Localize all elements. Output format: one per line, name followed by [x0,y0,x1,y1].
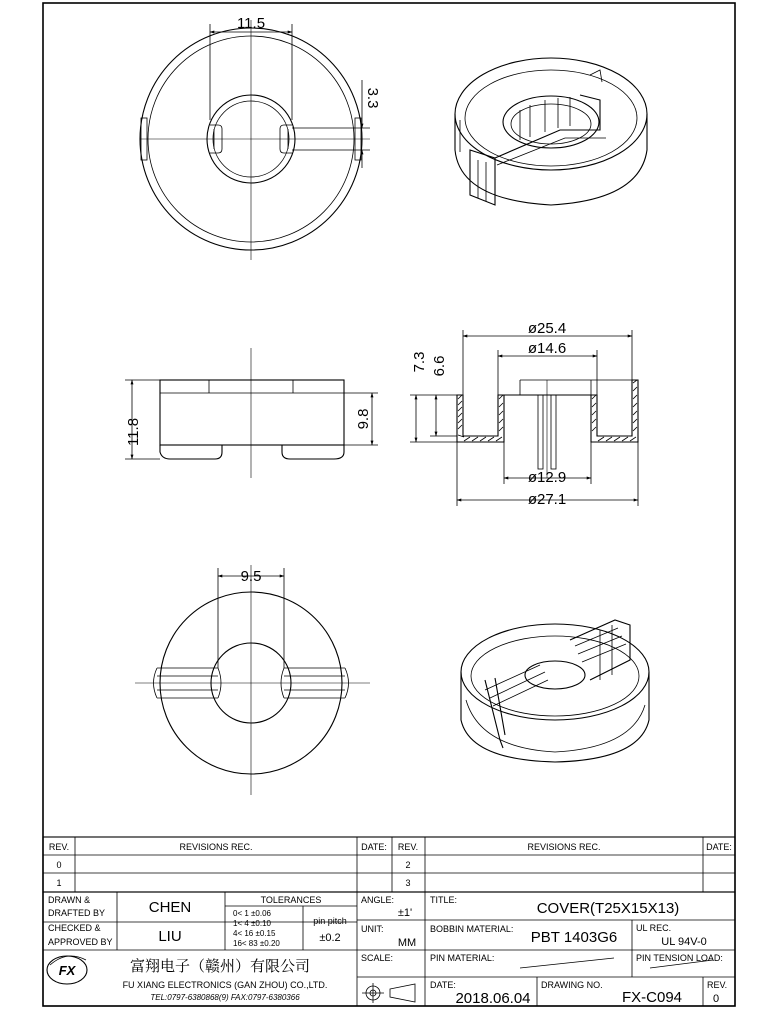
drawn-by-value: CHEN [148,899,192,916]
drawing-no-label: DRAWING NO. [541,980,603,990]
rev-label: REV. [707,980,728,990]
dim-section-outer-bottom: ø27.1 [527,491,567,508]
drawn-label-2: DRAFTED BY [48,908,106,918]
bobbin-material-label: BOBBIN MATERIAL: [430,924,514,934]
rev-row-0: 0 [56,860,62,870]
title-label: TITLE: [430,895,458,905]
drawing-no-value: FX-C094 [621,989,683,1006]
tol-row-1: 1< 4 ±0.10 [233,919,271,928]
tolerances-header: TOLERANCES [260,895,322,905]
checked-label-1: CHECKED & [48,923,101,933]
tol-row-2: 4< 16 ±0.15 [233,929,276,938]
bobbin-material-value: PBT 1403G6 [530,929,618,946]
company-name-cn: 富翔电子（赣州）有限公司 [129,958,311,975]
rev-value: 0 [712,993,720,1005]
rev-row-3: 3 [405,878,411,888]
drawn-label-1: DRAWN & [48,895,91,905]
rev-row-1: 1 [56,878,62,888]
unit-value: MM [397,937,417,949]
section-view [410,320,638,508]
dim-side-height: 11.8 [125,417,142,447]
dim-bottom-inner-width: 9.5 [240,568,262,585]
ul-rec-value: UL 94V-0 [661,936,707,948]
dim-section-height-total: 7.3 [411,351,428,373]
pin-pitch-label: pin pitch [313,916,347,926]
dim-section-height-inner: 6.6 [431,355,448,377]
angle-label: ANGLE: [361,895,395,905]
projection-symbol-icon [362,983,415,1003]
logo-text: FX [58,963,76,978]
dim-top-inner-width: 11.5 [236,15,266,32]
ul-rec-label: UL REC. [636,923,672,933]
date-header-left: DATE: [361,842,387,852]
date-header-right: DATE: [706,842,732,852]
side-view [125,348,378,478]
rev-header-right: REV. [397,842,419,852]
dim-top-slot-width: 3.3 [364,87,381,109]
iso-view-top [455,58,647,205]
date-label: DATE: [430,980,456,990]
revisions-header-right: REVISIONS REC. [527,842,601,852]
rev-header-left: REV. [48,842,70,852]
company-tel-fax: TEL:0797-6380868(9) FAX:0797-6380366 [150,993,300,1002]
top-view [140,15,381,260]
pin-pitch-value: ±0.2 [319,932,341,944]
checked-by-value: LIU [158,928,182,945]
rev-row-2: 2 [405,860,411,870]
dim-side-body-height: 9.8 [355,408,372,430]
iso-view-bottom [461,620,649,762]
dim-section-inner-top: ø14.6 [527,340,567,357]
checked-label-2: APPROVED BY [48,937,113,947]
title-value: COVER(T25X15X13) [536,900,680,917]
tol-row-3: 16< 83 ±0.20 [233,939,280,948]
unit-label: UNIT: [361,924,384,934]
revisions-header-left: REVISIONS REC. [179,842,253,852]
dim-section-inner-bottom: ø12.9 [527,469,567,486]
dim-section-outer-top: ø25.4 [527,320,567,337]
angle-value: ±1' [397,907,413,919]
scale-label: SCALE: [361,953,394,963]
company-logo [47,956,87,984]
date-value: 2018.06.04 [455,990,531,1007]
pin-tension-label: PIN TENSION LOAD: [636,953,723,963]
pin-material-label: PIN MATERIAL: [430,953,495,963]
bottom-view [135,565,370,795]
company-name-en: FU XIANG ELECTRONICS (GAN ZHOU) CO.,LTD. [122,980,328,990]
tol-row-0: 0< 1 ±0.06 [233,909,271,918]
